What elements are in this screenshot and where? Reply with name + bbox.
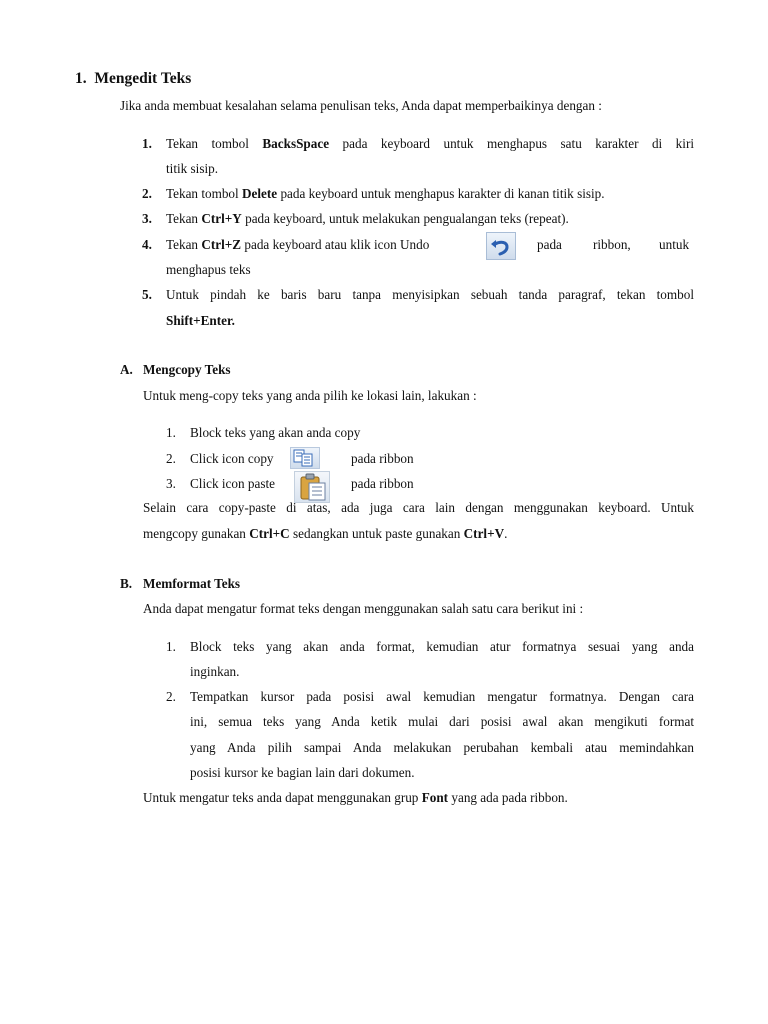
list-item-continuation: Shift+Enter. (166, 313, 235, 328)
list-number: 2. (166, 451, 176, 466)
section-heading (75, 70, 191, 88)
list-number: 2. (142, 186, 152, 201)
list-item-continuation: inginkan. (190, 664, 240, 679)
list-number: 4. (142, 237, 152, 252)
list-item-text: pada ribbon (351, 476, 414, 491)
list-item: Tekan Ctrl+Y pada keyboard, untuk melakukan pengualangan teks (repeat). (166, 211, 569, 226)
list-number: 3. (142, 211, 152, 226)
list-item: Click icon copy (190, 451, 274, 466)
list-item: Tempatkan kursor pada posisi awal kemudian mengatur formatnya. Dengan cara (190, 689, 694, 704)
list-item: Tekan tombol Delete pada keyboard untuk menghapus karakter di kanan titik sisip. (166, 186, 605, 201)
list-number: 1. (166, 425, 176, 440)
list-item: Click icon paste (190, 476, 275, 491)
heading-number: 1. (75, 70, 87, 87)
subsection-outro: Untuk mengatur teks anda dapat menggunakan grup Font yang ada pada ribbon. (143, 790, 568, 805)
intro-paragraph: Jika anda membuat kesalahan selama penulisan teks, Anda dapat memperbaikinya dengan : (120, 98, 602, 113)
subsection-outro-continuation: mengcopy gunakan Ctrl+C sedangkan untuk paste gunakan Ctrl+V. (143, 526, 508, 541)
list-item-continuation: ini, semua teks yang Anda ketik mulai dari posisi awal akan mengikuti format (190, 714, 694, 729)
list-number: 1. (166, 639, 176, 654)
list-item-text: pada (537, 237, 562, 252)
subsection-title: Mengcopy Teks (143, 362, 231, 377)
list-item-text: pada ribbon (351, 451, 414, 466)
subsection-title: Memformat Teks (143, 576, 241, 591)
undo-icon (486, 232, 516, 260)
list-number: 3. (166, 476, 176, 491)
subsection-letter: A. (120, 362, 133, 377)
list-number: 1. (142, 136, 152, 151)
list-number: 5. (142, 287, 152, 302)
list-item: Block teks yang akan anda format, kemudian atur formatnya sesuai yang anda (190, 639, 694, 654)
subsection-intro: Anda dapat mengatur format teks dengan menggunakan salah satu cara berikut ini : (143, 601, 584, 616)
list-item: Untuk pindah ke baris baru tanpa menyisipkan sebuah tanda paragraf, tekan tombol (166, 287, 694, 302)
subsection-intro: Untuk meng-copy teks yang anda pilih ke lokasi lain, lakukan : (143, 388, 477, 403)
subsection-outro: Selain cara copy-paste di atas, ada juga cara lain dengan menggunakan keyboard. Untuk (143, 500, 694, 515)
list-item-continuation: posisi kursor ke bagian lain dari dokumen. (190, 765, 415, 780)
list-number: 2. (166, 689, 176, 704)
heading-title: Mengedit Teks (94, 70, 192, 87)
copy-icon (290, 447, 320, 469)
list-item-text: untuk (659, 237, 690, 252)
list-item: Tekan tombol BacksSpace pada keyboard untuk menghapus satu karakter di kiri (166, 136, 694, 151)
list-item-continuation: menghapus teks (166, 262, 251, 277)
list-item: Block teks yang akan anda copy (190, 425, 361, 440)
list-item-continuation: yang Anda pilih sampai Anda melakukan perubahan kembali atau memindahkan (190, 740, 694, 755)
list-item: Tekan Ctrl+Z pada keyboard atau klik icon Undo (166, 237, 430, 252)
list-item-text: ribbon, (593, 237, 631, 252)
subsection-letter: B. (120, 576, 133, 591)
list-item-continuation: titik sisip. (166, 161, 219, 176)
